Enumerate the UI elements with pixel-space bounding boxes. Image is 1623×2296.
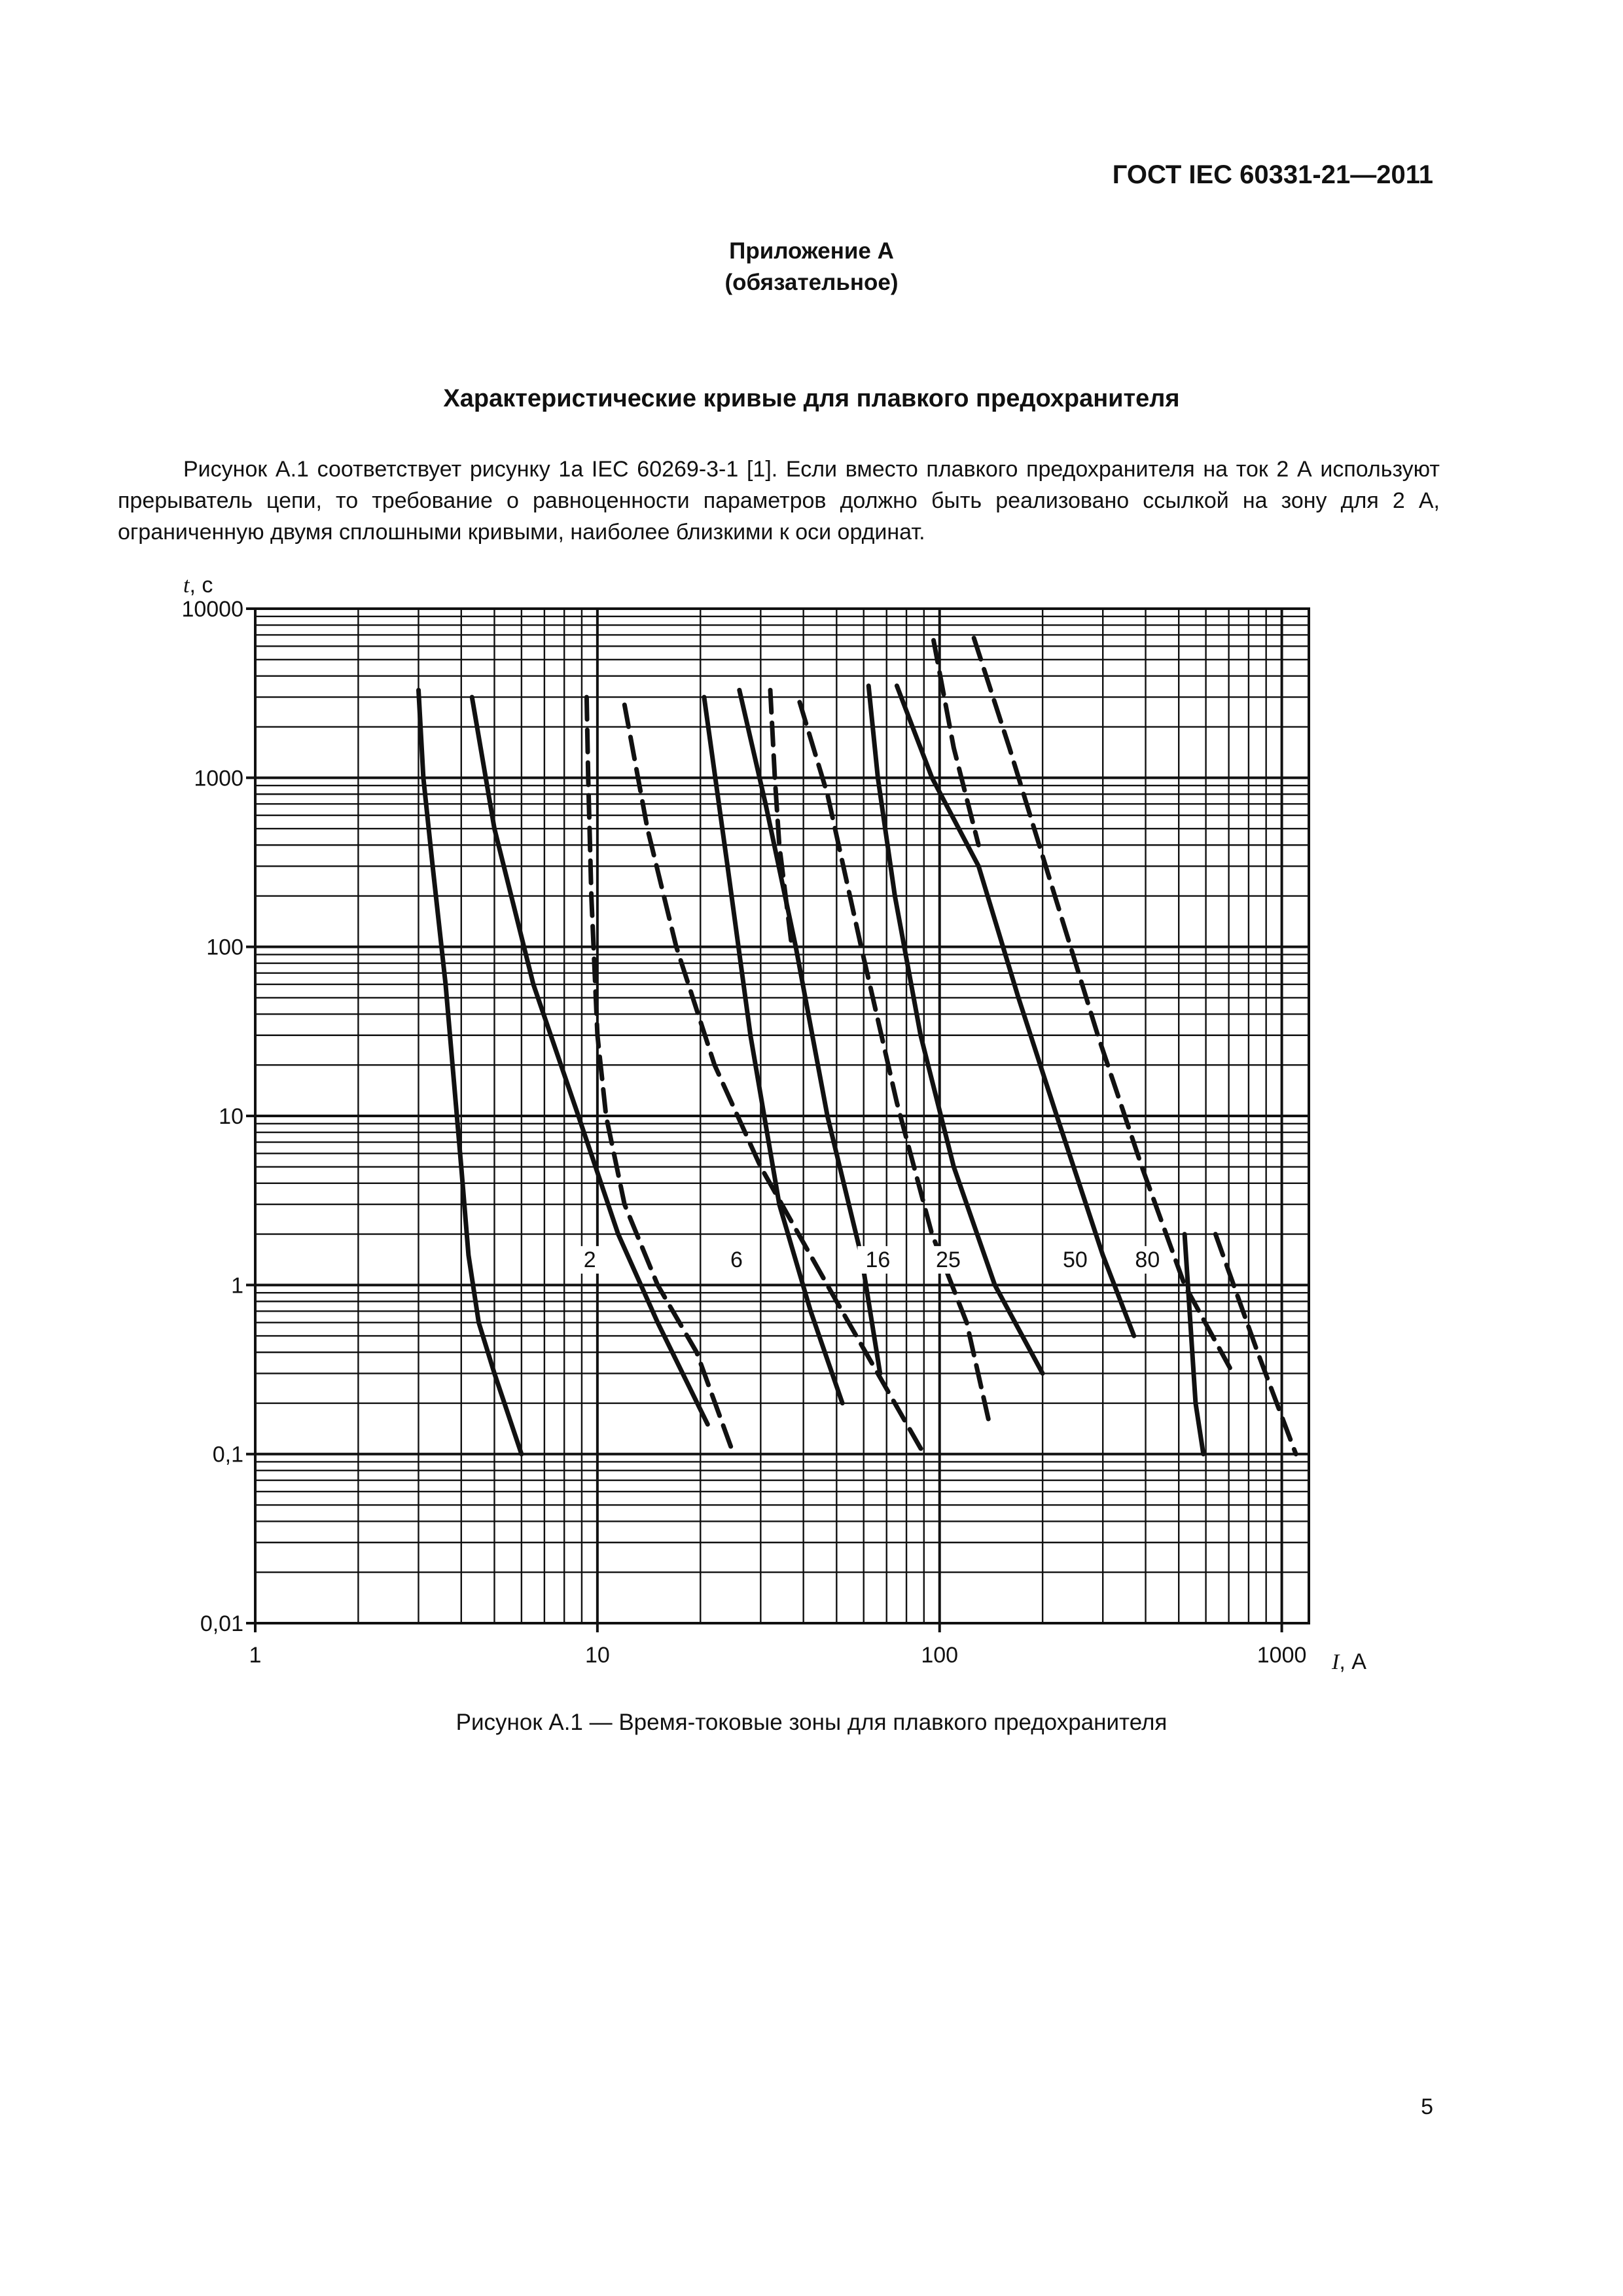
y-tick-label: 0,01: [200, 1611, 243, 1636]
fuse-curve-80-dashed: [1215, 1234, 1296, 1454]
time-current-chart: [164, 563, 1420, 1695]
x-tick-label: 1: [249, 1643, 262, 1668]
curves: [419, 638, 1296, 1454]
x-axis-symbol: I: [1332, 1650, 1340, 1674]
intro-paragraph: [118, 454, 1440, 548]
zone-label-80: 80: [1135, 1247, 1160, 1272]
figure-caption: Рисунок А.1 — Время-токовые зоны для плавкого предохранителя: [455, 1710, 1168, 1735]
y-tick-label: 10000: [181, 597, 243, 622]
y-tick-label: 100: [206, 935, 243, 960]
zone-label-16: 16: [865, 1247, 891, 1272]
y-axis-symbol: t: [183, 573, 190, 598]
zone-label-6: 6: [730, 1247, 743, 1272]
fuse-curve-16-solid: [897, 686, 1133, 1336]
grid: [255, 609, 1309, 1623]
fuse-curve-80-solid: [1185, 1234, 1204, 1454]
zone-labels: [577, 1246, 1168, 1274]
y-tick-label: 1: [231, 1273, 243, 1299]
zone-label-50: 50: [1062, 1247, 1088, 1272]
x-tick-label: 100: [921, 1643, 959, 1668]
intro-paragraph-text: Рисунок А.1 соответствует рисунку 1а IEC 60269-3-1 [1]. Если вместо плавкого предохранителя на ток 2 А используют прерыватель цепи, то требование о равноценности параметров должно быть реализовано ссылкой на зону для 2 А, ограниченную двумя сплошными кривыми, наиболее близкими к оси ординат.: [118, 457, 1440, 545]
annex-status: (обязательное): [724, 270, 899, 295]
y-axis-unit: , с: [189, 573, 213, 598]
x-axis-label: [1331, 1649, 1366, 1674]
document-id: ГОСТ IEC 60331-21—2011: [1112, 160, 1433, 189]
zone-label-2: 2: [583, 1247, 596, 1272]
fuse-curve-6-solid: [704, 697, 842, 1403]
x-tick-label: 1000: [1257, 1643, 1307, 1668]
zone-label-25: 25: [936, 1247, 961, 1272]
fuse-curve-2-dashed: [583, 697, 734, 1454]
page-number: 5: [1421, 2094, 1433, 2119]
fuse-curve-6-dashed: [770, 690, 792, 946]
y-tick-label: 1000: [194, 766, 243, 791]
y-tick-label: 0,1: [212, 1442, 243, 1467]
y-tick-label: 10: [219, 1104, 243, 1129]
y-axis-label: [183, 573, 213, 598]
fuse-curve-6-dashed: [800, 702, 990, 1424]
x-axis-unit: , А: [1339, 1649, 1366, 1674]
annex-heading: [0, 236, 1623, 298]
section-title: Характеристические кривые для плавкого предохранителя: [443, 385, 1180, 412]
x-tick-label: 10: [584, 1643, 610, 1668]
annex-title: Приложение А: [729, 238, 894, 264]
